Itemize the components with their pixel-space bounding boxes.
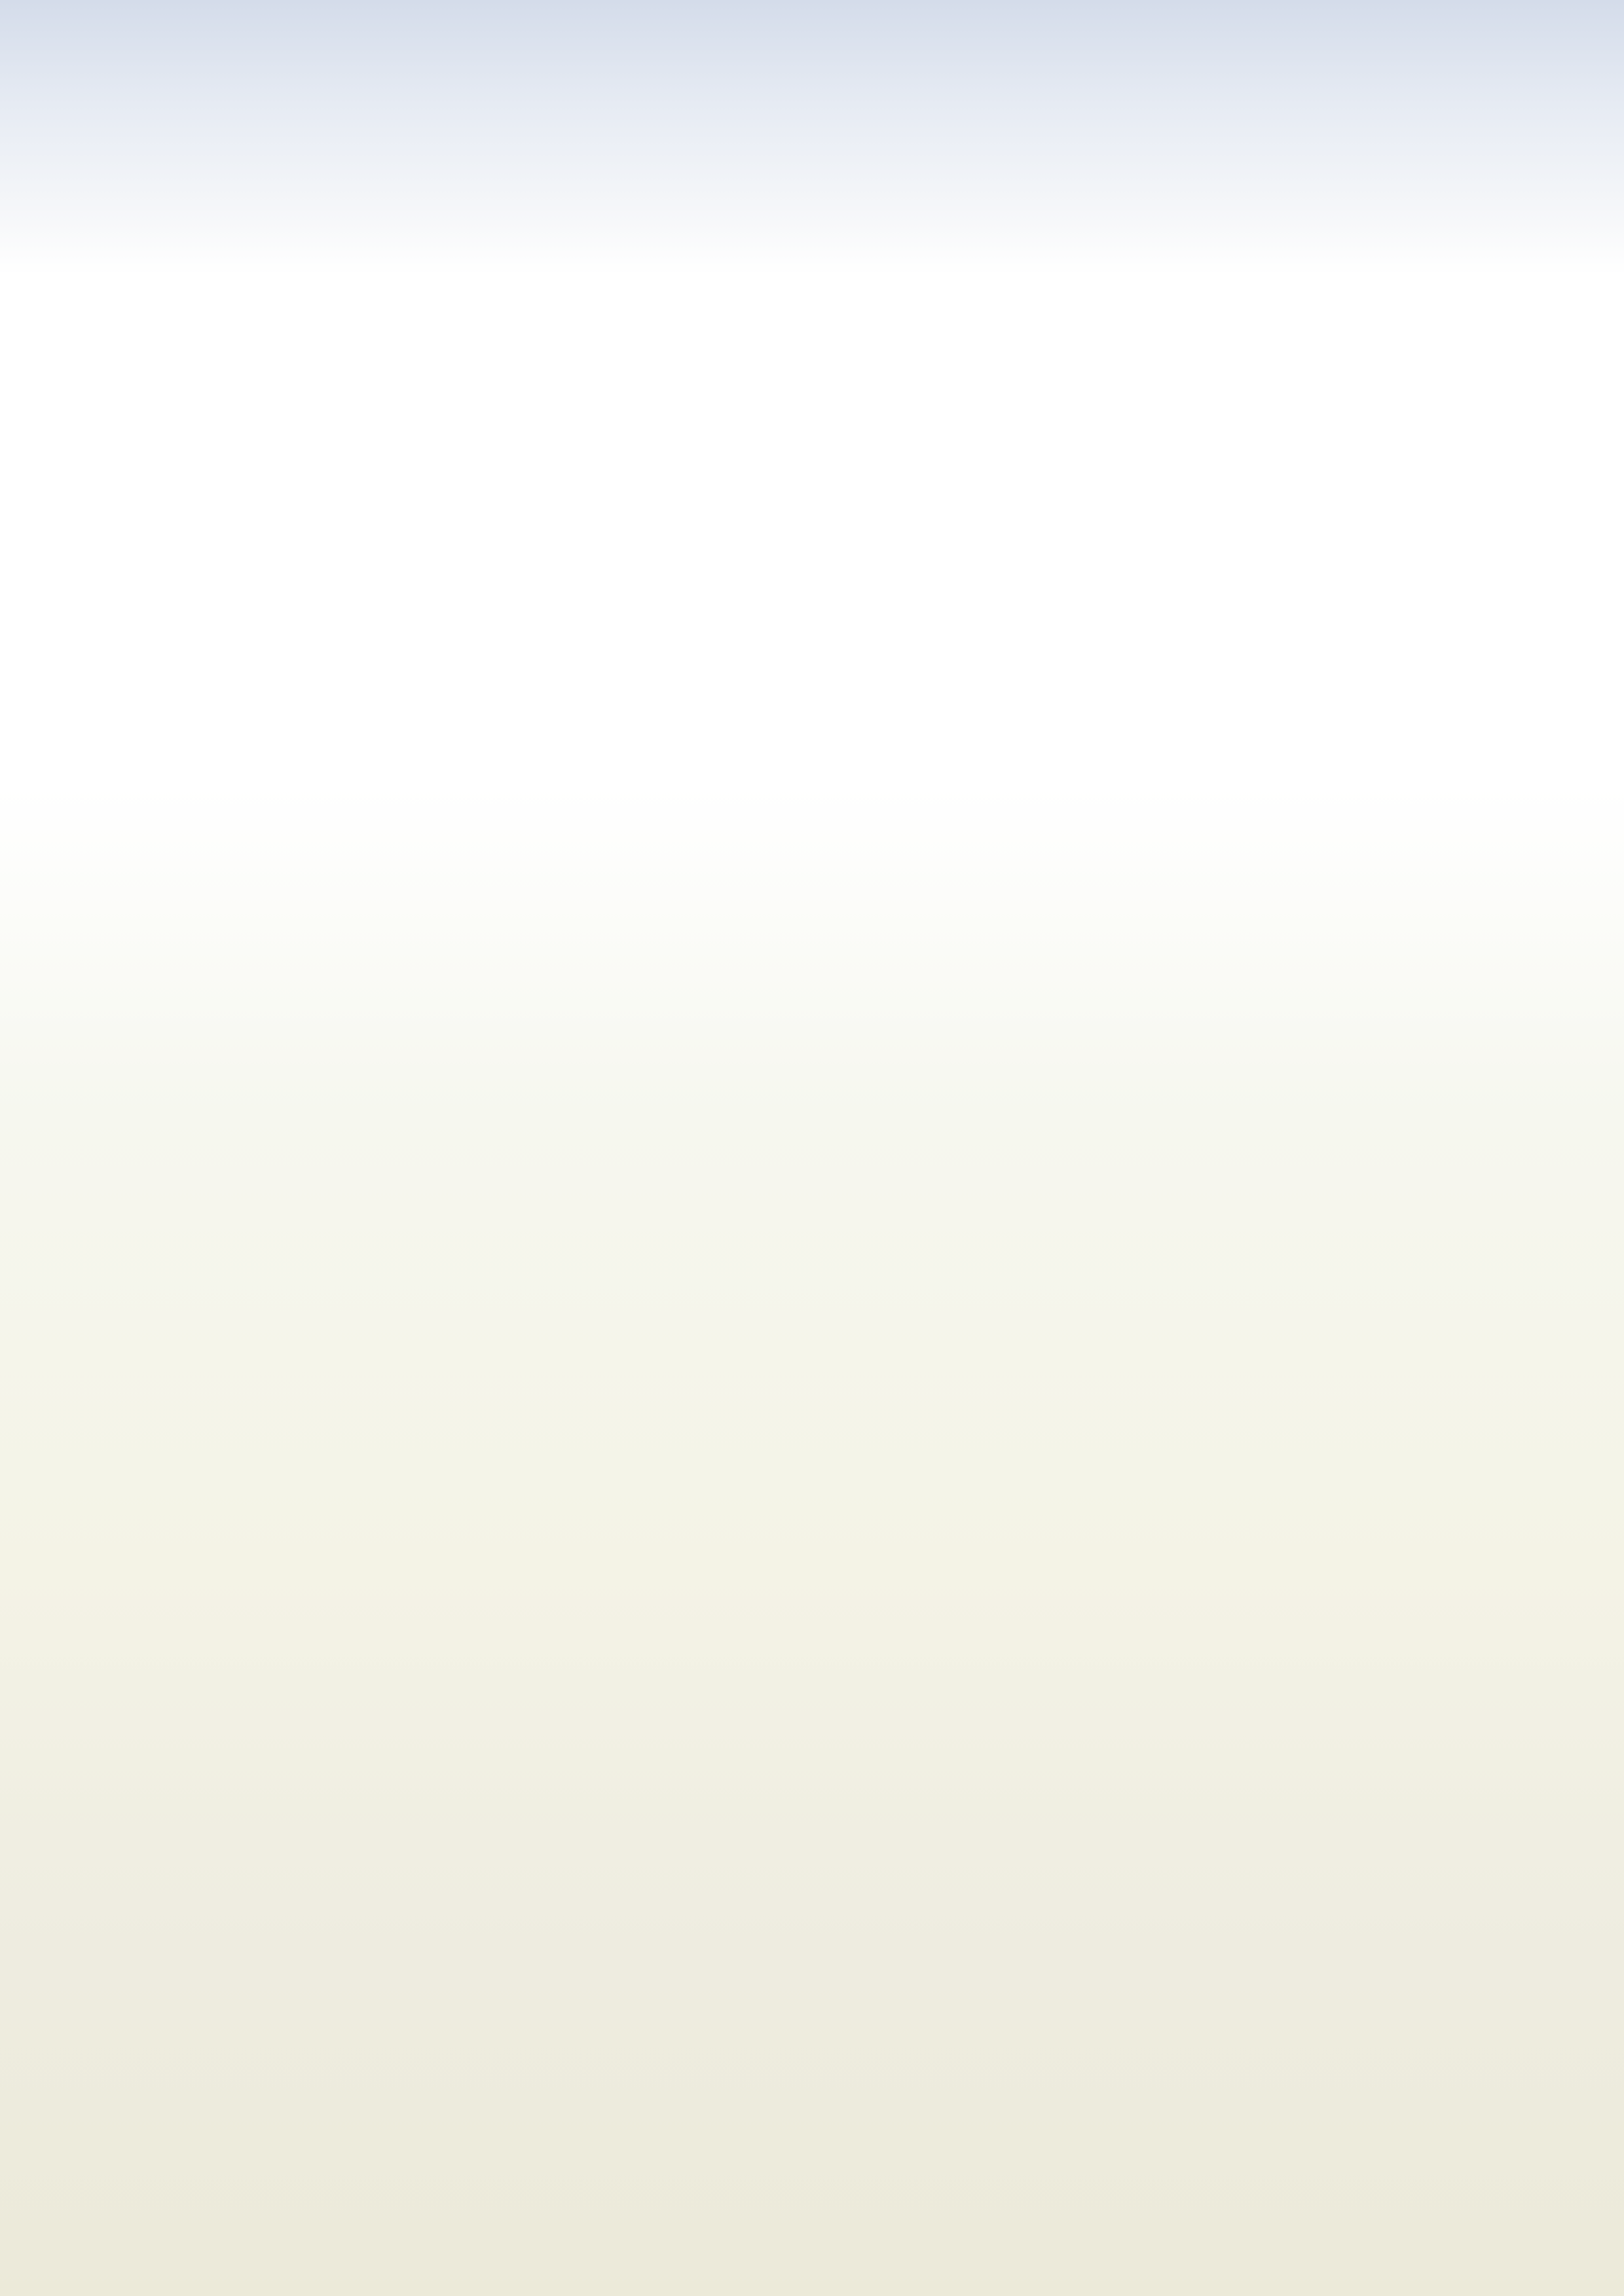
title-block	[747, 71, 943, 162]
bottom-flower-border	[0, 2121, 1624, 2296]
